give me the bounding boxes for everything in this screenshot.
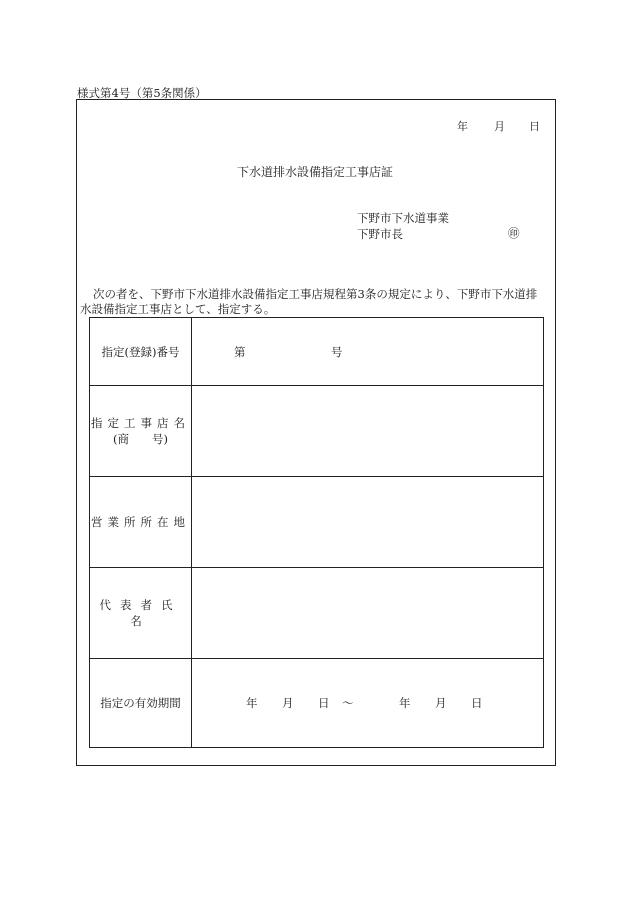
- shop-name-value: [192, 386, 544, 477]
- registration-number-label: 指定(登録)番号: [90, 318, 192, 386]
- office-address-value: [192, 477, 544, 568]
- designation-statement: [80, 287, 554, 317]
- office-address-label-cell: [90, 477, 192, 568]
- seal-mark: ㊞: [508, 226, 520, 240]
- row-validity-period: [90, 659, 544, 748]
- representative-label-cell: [90, 568, 192, 659]
- validity-period-value: [192, 659, 544, 748]
- period-tilde: ～: [342, 696, 354, 710]
- row-representative: [90, 568, 544, 659]
- validity-period-label: 指定の有効期間: [90, 659, 192, 748]
- registration-number-value: [192, 318, 544, 386]
- issuer-head: 下野市長: [357, 227, 403, 241]
- date-year-label: 年: [457, 120, 468, 133]
- number-prefix: 第: [234, 344, 246, 359]
- from-day: 日: [318, 696, 330, 710]
- trade-name-label: (商 号): [113, 432, 168, 446]
- date-month-label: 月: [494, 120, 505, 133]
- certificate-title: 下水道排水設備指定工事店証: [236, 165, 393, 179]
- statement-line-2: 水設備指定工事店として、指定する。: [80, 302, 276, 316]
- shop-name-label-cell: [90, 386, 192, 477]
- from-year: 年: [246, 696, 258, 710]
- certificate-table: [89, 317, 544, 748]
- row-registration-number: [90, 318, 544, 386]
- from-month: 月: [282, 696, 294, 710]
- row-office-address: [90, 477, 544, 568]
- to-year: 年: [399, 696, 411, 710]
- representative-label: 代表者氏名: [99, 598, 182, 628]
- to-month: 月: [435, 696, 447, 710]
- form-label: 様式第4号（第5条関係）: [77, 86, 207, 100]
- office-address-label: 営業所所在地: [91, 515, 190, 529]
- shop-name-label: 指定工事店名: [91, 416, 190, 430]
- statement-line-1: 次の者を、下野市下水道排水設備指定工事店規程第3条の規定により、下野市下水道排: [93, 287, 538, 301]
- number-suffix: 号: [331, 344, 343, 359]
- representative-value: [192, 568, 544, 659]
- to-day: 日: [471, 696, 483, 710]
- date-day-label: 日: [529, 120, 540, 133]
- row-shop-name: [90, 386, 544, 477]
- issuer-organization: 下野市下水道事業: [357, 211, 449, 225]
